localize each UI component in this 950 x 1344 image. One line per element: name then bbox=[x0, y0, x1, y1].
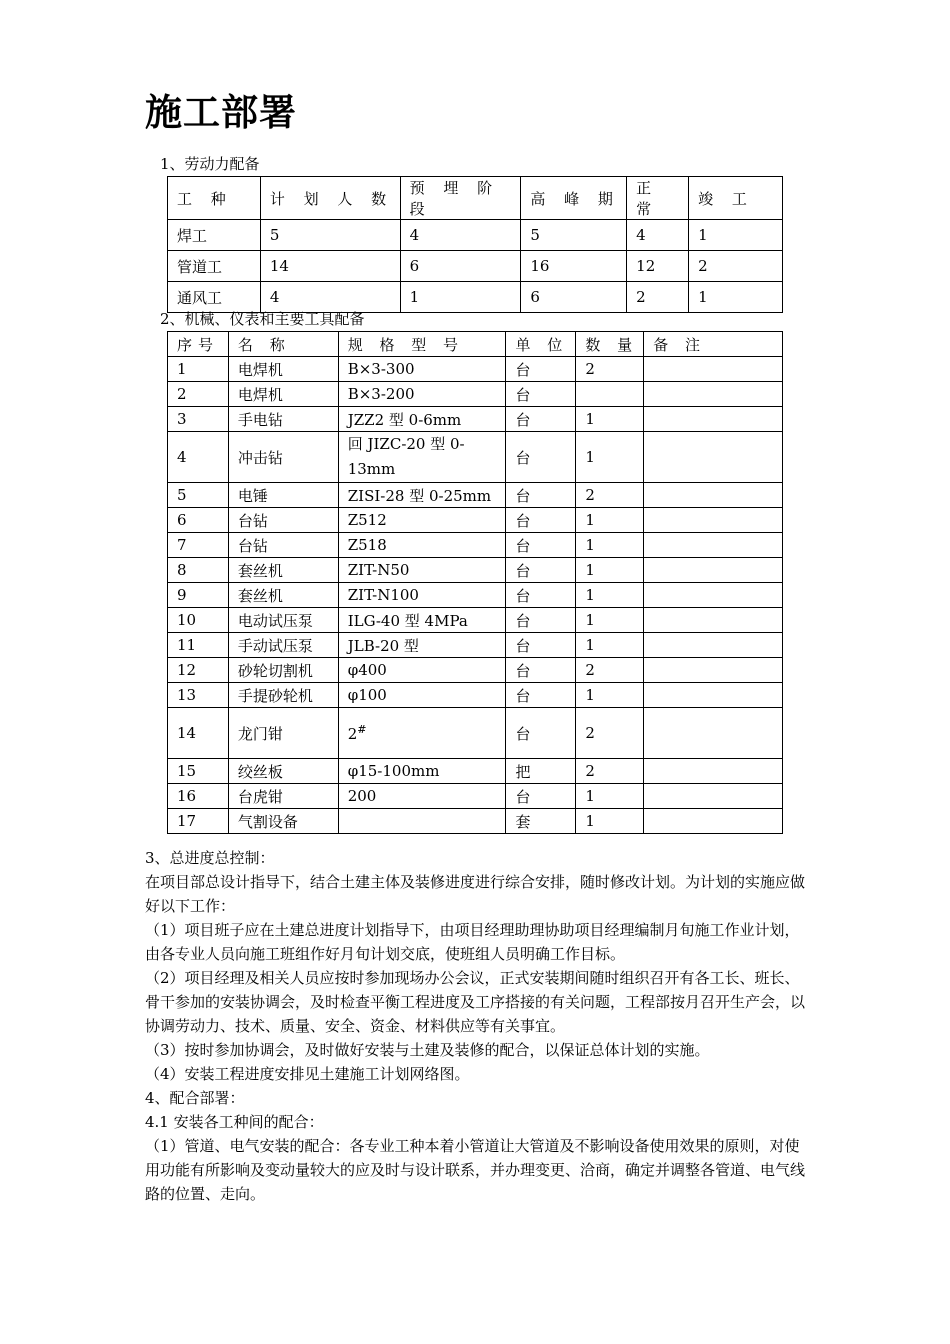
table-cell bbox=[338, 708, 506, 759]
table-row bbox=[168, 533, 783, 558]
table-cell: 4 bbox=[400, 220, 521, 251]
labor-header-cell: 高 峰 期 bbox=[521, 177, 627, 220]
schedule-item-4: （4）安装工程进度安排见土建施工计划网络图。 bbox=[145, 1065, 470, 1083]
table-cell: 1 bbox=[576, 633, 644, 658]
table-cell: 4 bbox=[260, 282, 400, 313]
table-cell bbox=[644, 608, 783, 633]
table-cell: 套丝机 bbox=[228, 558, 338, 583]
table-cell: ZISI-28 型 0-25mm bbox=[338, 483, 506, 508]
schedule-intro: 在项目部总设计指导下，结合土建主体及装修进度进行综合安排，随时修改计划。为计划的实施应做好以下工作： bbox=[145, 873, 806, 915]
table-row bbox=[168, 382, 783, 407]
page-title: 施工部署 bbox=[145, 90, 297, 134]
equipment-header-cell: 名 称 bbox=[228, 332, 338, 357]
table-cell: 1 bbox=[689, 282, 783, 313]
table-cell: 台 bbox=[506, 608, 576, 633]
table-cell bbox=[644, 407, 783, 432]
table-cell bbox=[644, 809, 783, 834]
table-cell: 台 bbox=[506, 483, 576, 508]
table-cell: 2 bbox=[576, 357, 644, 382]
table-row bbox=[168, 483, 783, 508]
spec-value: 2 bbox=[347, 725, 358, 743]
table-cell: 16 bbox=[168, 784, 229, 809]
section-labor-heading: 1、劳动力配备 bbox=[160, 155, 260, 173]
table-cell: JLB-20 型 bbox=[338, 633, 506, 658]
table-row bbox=[168, 708, 783, 759]
table-cell: 电焊机 bbox=[228, 357, 338, 382]
labor-header-cell: 正 常 bbox=[627, 177, 689, 220]
table-cell: ZIT-N100 bbox=[338, 583, 506, 608]
table-cell: 1 bbox=[576, 809, 644, 834]
table-cell: Z518 bbox=[338, 533, 506, 558]
table-cell bbox=[644, 382, 783, 407]
table-cell: 1 bbox=[576, 683, 644, 708]
table-cell bbox=[644, 583, 783, 608]
table-cell: 龙门钳 bbox=[228, 708, 338, 759]
table-cell: 冲击钻 bbox=[228, 432, 338, 483]
table-cell: 14 bbox=[260, 251, 400, 282]
table-cell: 电动试压泵 bbox=[228, 608, 338, 633]
table-cell: 焊工 bbox=[168, 220, 261, 251]
table-row bbox=[168, 508, 783, 533]
table-cell: φ100 bbox=[338, 683, 506, 708]
table-row bbox=[168, 407, 783, 432]
table-cell: 通风工 bbox=[168, 282, 261, 313]
table-cell: 绞丝板 bbox=[228, 759, 338, 784]
table-cell: 200 bbox=[338, 784, 506, 809]
table-cell: 5 bbox=[260, 220, 400, 251]
table-cell: 14 bbox=[168, 708, 229, 759]
table-cell: 台 bbox=[506, 558, 576, 583]
table-cell: 1 bbox=[576, 432, 644, 483]
labor-header-cell: 计 划 人 数 bbox=[260, 177, 400, 220]
table-cell: 2 bbox=[168, 382, 229, 407]
table-cell bbox=[644, 708, 783, 759]
table-cell: JZZ2 型 0-6mm bbox=[338, 407, 506, 432]
coordination-item-1: （1）管道、电气安装的配合：各专业工种本着小管道让大管道及不影响设备使用效果的原则，对使用功能有所影响及变动量较大的应及时与设计联系，并办理变更、洽商，确定并调整各管道、电气线路的位置、走向。 bbox=[145, 1137, 806, 1203]
table-cell: 5 bbox=[521, 220, 627, 251]
table-cell: 6 bbox=[400, 251, 521, 282]
table-cell bbox=[644, 432, 783, 483]
table-cell: 台 bbox=[506, 357, 576, 382]
table-cell: 2 bbox=[576, 658, 644, 683]
table-row bbox=[168, 357, 783, 382]
section-equipment-heading: 2、机械、仪表和主要工具配备 bbox=[160, 310, 365, 328]
table-cell: 1 bbox=[576, 583, 644, 608]
table-row bbox=[168, 784, 783, 809]
table-cell: φ400 bbox=[338, 658, 506, 683]
table-cell: 15 bbox=[168, 759, 229, 784]
subsection-trades-heading: 4.1 安装各工种间的配合： bbox=[145, 1113, 324, 1131]
table-cell: 台虎钳 bbox=[228, 784, 338, 809]
table-cell: 套 bbox=[506, 809, 576, 834]
table-cell: ILG-40 型 4MPa bbox=[338, 608, 506, 633]
schedule-item-1: （1）项目班子应在土建总进度计划指导下，由项目经理助理协助项目经理编制月旬施工作业计划，由各专业人员向施工班组作好月旬计划交底，使班组人员明确工作目标。 bbox=[145, 921, 800, 963]
table-cell: 台 bbox=[506, 533, 576, 558]
table-cell: 手提砂轮机 bbox=[228, 683, 338, 708]
table-cell: 10 bbox=[168, 608, 229, 633]
table-cell: 2 bbox=[576, 708, 644, 759]
table-cell: 台 bbox=[506, 784, 576, 809]
table-row bbox=[168, 432, 783, 483]
table-cell: 台 bbox=[506, 583, 576, 608]
table-cell: 电锤 bbox=[228, 483, 338, 508]
table-cell: 2 bbox=[627, 282, 689, 313]
table-cell: 17 bbox=[168, 809, 229, 834]
table-row bbox=[168, 759, 783, 784]
section-schedule-heading: 3、总进度总控制： bbox=[145, 849, 275, 867]
table-cell bbox=[338, 809, 506, 834]
table-cell: 12 bbox=[168, 658, 229, 683]
table-cell: 台 bbox=[506, 683, 576, 708]
labor-header-cell: 工 种 bbox=[168, 177, 261, 220]
table-cell: 台钻 bbox=[228, 508, 338, 533]
table-cell: 回 JIZC-20 型 0-13mm bbox=[338, 432, 506, 483]
table-cell bbox=[576, 382, 644, 407]
table-row bbox=[168, 809, 783, 834]
table-cell bbox=[644, 483, 783, 508]
table-cell: 1 bbox=[576, 558, 644, 583]
equipment-table bbox=[167, 331, 783, 834]
table-row bbox=[168, 220, 783, 251]
table-cell: 2 bbox=[576, 759, 644, 784]
table-cell: 16 bbox=[521, 251, 627, 282]
schedule-item-3: （3）按时参加协调会，及时做好安装与土建及装修的配合，以保证总体计划的实施。 bbox=[145, 1041, 710, 1059]
table-cell: 把 bbox=[506, 759, 576, 784]
table-cell: 1 bbox=[689, 220, 783, 251]
table-cell: 台 bbox=[506, 658, 576, 683]
table-cell: 台 bbox=[506, 382, 576, 407]
table-cell: 手动试压泵 bbox=[228, 633, 338, 658]
table-cell: 1 bbox=[576, 533, 644, 558]
table-cell bbox=[644, 633, 783, 658]
table-cell: 1 bbox=[576, 508, 644, 533]
table-cell: B×3-300 bbox=[338, 357, 506, 382]
table-cell: 台钻 bbox=[228, 533, 338, 558]
table-cell: 台 bbox=[506, 508, 576, 533]
table-row bbox=[168, 683, 783, 708]
table-cell bbox=[644, 759, 783, 784]
table-cell: 台 bbox=[506, 407, 576, 432]
table-cell: 5 bbox=[168, 483, 229, 508]
table-cell: 管道工 bbox=[168, 251, 261, 282]
spec-superscript: # bbox=[357, 723, 367, 736]
section-coordination-heading: 4、配合部署： bbox=[145, 1089, 245, 1107]
table-cell: 12 bbox=[627, 251, 689, 282]
table-row bbox=[168, 633, 783, 658]
table-cell bbox=[644, 357, 783, 382]
labor-table bbox=[167, 176, 783, 313]
table-cell bbox=[644, 658, 783, 683]
table-row bbox=[168, 658, 783, 683]
table-cell: 1 bbox=[168, 357, 229, 382]
table-row bbox=[168, 608, 783, 633]
table-cell: 套丝机 bbox=[228, 583, 338, 608]
table-cell: 2 bbox=[689, 251, 783, 282]
table-cell: ZIT-N50 bbox=[338, 558, 506, 583]
table-cell: φ15-100mm bbox=[338, 759, 506, 784]
table-row bbox=[168, 583, 783, 608]
equipment-header-cell: 备 注 bbox=[644, 332, 783, 357]
table-cell: 4 bbox=[168, 432, 229, 483]
table-cell: 2 bbox=[576, 483, 644, 508]
labor-header-cell: 竣 工 bbox=[689, 177, 783, 220]
equipment-header-cell: 规 格 型 号 bbox=[338, 332, 506, 357]
table-cell: 7 bbox=[168, 533, 229, 558]
table-cell: 电焊机 bbox=[228, 382, 338, 407]
table-cell: 4 bbox=[627, 220, 689, 251]
table-cell: 气割设备 bbox=[228, 809, 338, 834]
table-cell: 6 bbox=[168, 508, 229, 533]
table-cell: 1 bbox=[576, 784, 644, 809]
table-cell bbox=[644, 508, 783, 533]
labor-header-cell: 预 埋 阶 段 bbox=[400, 177, 521, 220]
table-cell: 1 bbox=[576, 608, 644, 633]
table-cell: 手电钻 bbox=[228, 407, 338, 432]
table-cell: 台 bbox=[506, 633, 576, 658]
table-cell: 1 bbox=[400, 282, 521, 313]
table-cell: 砂轮切割机 bbox=[228, 658, 338, 683]
table-cell: 13 bbox=[168, 683, 229, 708]
table-cell: 9 bbox=[168, 583, 229, 608]
table-cell: 6 bbox=[521, 282, 627, 313]
table-cell bbox=[644, 784, 783, 809]
table-cell bbox=[644, 533, 783, 558]
table-cell bbox=[644, 683, 783, 708]
table-cell: 3 bbox=[168, 407, 229, 432]
equipment-header-cell: 数 量 bbox=[576, 332, 644, 357]
table-cell: B×3-200 bbox=[338, 382, 506, 407]
equipment-header-cell: 单 位 bbox=[506, 332, 576, 357]
table-row bbox=[168, 251, 783, 282]
labor-header-row bbox=[168, 177, 783, 220]
equipment-header-row bbox=[168, 332, 783, 357]
equipment-header-cell: 序号 bbox=[168, 332, 229, 357]
table-cell: Z512 bbox=[338, 508, 506, 533]
table-cell: 台 bbox=[506, 432, 576, 483]
table-cell: 1 bbox=[576, 407, 644, 432]
table-cell: 台 bbox=[506, 708, 576, 759]
table-cell: 11 bbox=[168, 633, 229, 658]
table-cell bbox=[644, 558, 783, 583]
schedule-item-2: （2）项目经理及相关人员应按时参加现场办公会议，正式安装期间随时组织召开有各工长、班长、骨干参加的安装协调会，及时检查平衡工程进度及工序搭接的有关问题，工程部按月召开生产会，以协调劳动力、技术、质量、安全、资金、材料供应等有关事宜。 bbox=[145, 969, 806, 1035]
table-row bbox=[168, 558, 783, 583]
table-cell: 8 bbox=[168, 558, 229, 583]
